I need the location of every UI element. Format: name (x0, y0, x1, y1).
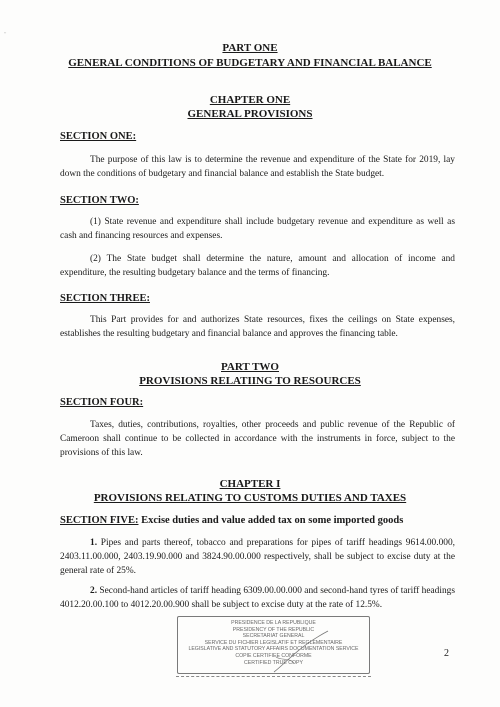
part-one-subtitle: GENERAL CONDITIONS OF BUDGETARY AND FINANCIAL BALANCE (68, 57, 432, 69)
section-one-text: The purpose of this law is to determine the revenue and expenditure of the State for 2019, lay down the conditions of budgetary and financial balance and establish the State budget. (60, 155, 455, 179)
part-one-title: PART ONE (222, 42, 278, 54)
stamp-underline (176, 676, 371, 677)
section-five-p1-text: Pipes and parts thereof, tobacco and preparations for pipes of tariff headings 9614.00.000, 2403.11.00.000, 2403.19.90.000 and 3824.90.00.000 respectively, shall be subject to excise duty at the general rate of 25%. (60, 538, 455, 576)
section-five-p1 (60, 536, 455, 578)
part-two-title: PART TWO (221, 361, 279, 373)
section-three-heading: SECTION THREE: (60, 293, 150, 304)
signature-mark (178, 617, 371, 675)
stamp-line-7: CERTIFIED TRUE COPY (244, 659, 303, 666)
section-one-heading: SECTION ONE: (60, 131, 137, 142)
section-five-p1-num: 1. (90, 538, 98, 548)
section-five-p2-text: Second-hand articles of tariff heading 6309.00.00.000 and second-hand tyres of tariff headings 4012.20.00.100 to 4012.20.00.900 shall be subject to excise duty at the rate of 12.5%. (60, 586, 455, 610)
section-five-heading-line (60, 515, 403, 526)
stamp-line-1: PRESIDENCE DE LA REPUBLIQUE (231, 620, 316, 626)
section-five-heading: SECTION FIVE: (60, 515, 139, 526)
chapter-i-title: CHAPTER I (219, 478, 281, 490)
section-four-heading: SECTION FOUR: (60, 397, 144, 408)
page-number: 2 (444, 648, 449, 659)
stamp-line-5: LEGISLATIVE AND STATUTORY AFFAIRS DOCUMENTATION SERVICE (188, 646, 359, 653)
corner-mark: " (4, 32, 7, 38)
section-four-text: Taxes, duties, contributions, royalties, other proceeds and public revenue of the Republic of Cameroon shall continue to be collected in accordance with the instruments in force, subject to the provisions of this law. (60, 420, 455, 458)
chapter-i-subtitle: PROVISIONS RELATING TO CUSTOMS DUTIES AND TAXES (93, 492, 407, 504)
section-five-p2 (60, 584, 455, 612)
chapter-one-title: CHAPTER ONE (209, 94, 291, 106)
section-two-heading: SECTION TWO: (60, 195, 139, 206)
stamp-line-6: COPIE CERTIFIEE CONFORME (235, 652, 312, 659)
stamp-line-3: SECRETARIAT GENERAL (242, 633, 305, 640)
part-two-subtitle: PROVISIONS RELATIING TO RESOURCES (139, 375, 361, 387)
section-two-p2: (2) The State budget shall determine the nature, amount and allocation of income and expenditure, the resulting budgetary balance and the terms of financing. (60, 254, 455, 278)
stamp-line-2: PRESIDENCY OF THE REPUBLIC (232, 626, 315, 633)
chapter-one-subtitle: GENERAL PROVISIONS (187, 108, 313, 120)
section-five-heading-rest: Excise duties and value added tax on some imported goods (138, 515, 404, 526)
stamp-line-4: SERVICE DU FICHIER LEGISLATIF ET REGLEMENTAIRE (204, 639, 343, 646)
section-two-p1: (1) State revenue and expenditure shall include budgetary revenue and expenditure as well as cash and financing resources and expenses. (60, 217, 455, 241)
section-three-text: This Part provides for and authorizes State resources, fixes the ceilings on State expenses, establishes the resulting budgetary and financial balance and approves the financing table. (60, 315, 455, 339)
section-five-p2-num: 2. (90, 586, 98, 596)
certification-stamp (177, 616, 370, 674)
